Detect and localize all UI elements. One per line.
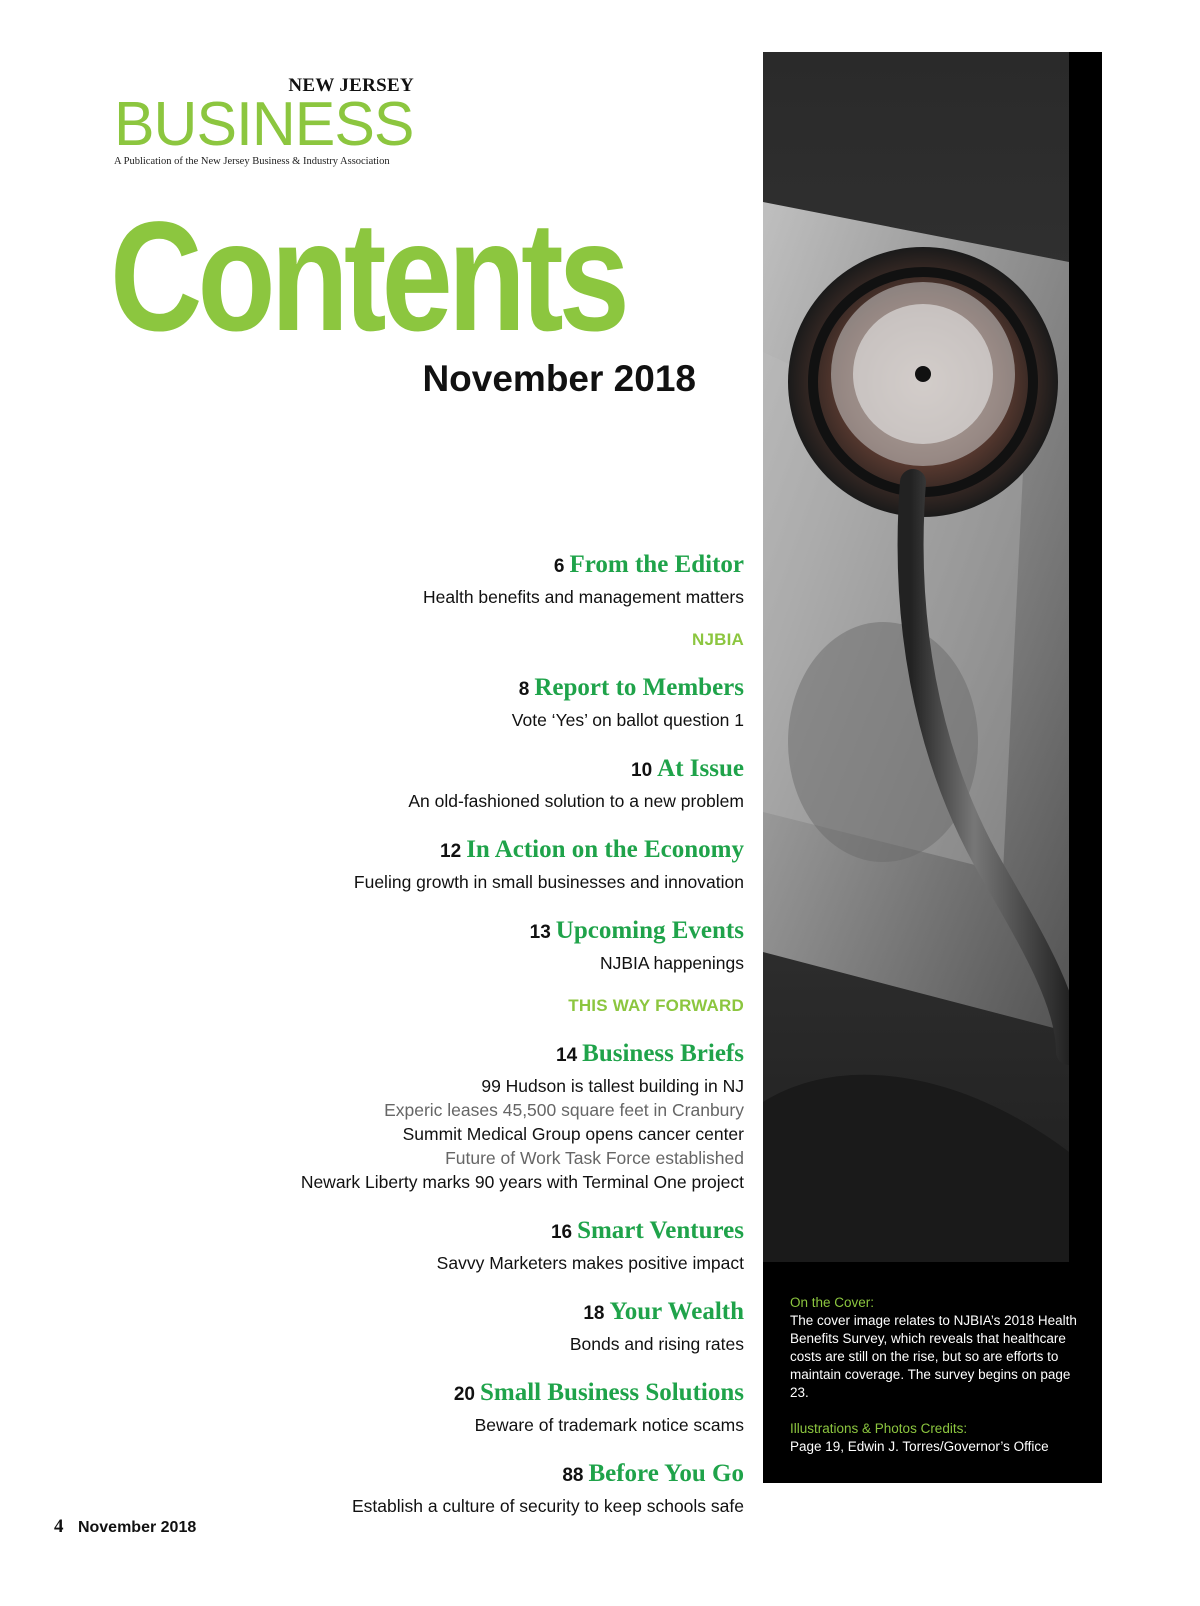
toc-entry-heading xyxy=(144,671,744,708)
toc-entry-subtitle: An old-fashioned solution to a new problem xyxy=(408,791,744,811)
cover-caption xyxy=(790,1294,1090,1456)
toc-entry-title: At Issue xyxy=(657,755,744,782)
toc-entry-title: Your Wealth xyxy=(609,1298,744,1325)
toc-entry-subtitle: Summit Medical Group opens cancer center xyxy=(402,1124,744,1144)
toc-entry-heading xyxy=(144,548,744,585)
toc-entry-subtitle: Vote ‘Yes’ on ballot question 1 xyxy=(511,710,744,730)
toc-entry-subtitle: Health benefits and management matters xyxy=(422,587,744,607)
toc-entry-heading xyxy=(144,1295,744,1332)
toc-entry-heading xyxy=(144,914,744,951)
footer-date: November 2018 xyxy=(77,1519,197,1536)
toc-entry-subtitle: Future of Work Task Force established xyxy=(445,1148,744,1168)
masthead-state: NEW JERSEY xyxy=(288,75,414,96)
toc-entry[interactable] xyxy=(144,1214,744,1275)
toc-entry-heading xyxy=(144,1457,744,1494)
toc-entry-title: Report to Members xyxy=(534,674,744,701)
toc-entry-subtitle: Experic leases 45,500 square feet in Cranbury xyxy=(384,1100,744,1120)
toc-entry[interactable] xyxy=(144,1457,744,1518)
on-cover-text: The cover image relates to NJBIA’s 2018 Health Benefits Survey, which reveals that healthcare costs are still on the rise, but so are efforts to maintain coverage. The survey begins on page 23. xyxy=(790,1313,1077,1400)
cover-photo-stethoscope xyxy=(763,52,1069,1262)
toc-page-number: 88 xyxy=(562,1465,584,1486)
issue-date: November 2018 xyxy=(422,358,696,399)
toc-page-number: 8 xyxy=(518,679,530,700)
toc-page-number: 14 xyxy=(556,1045,578,1066)
toc-page-number: 12 xyxy=(440,841,462,862)
toc-entry-subtitle: Savvy Marketers makes positive impact xyxy=(436,1253,744,1273)
masthead-tagline: A Publication of the New Jersey Business & Industry Association xyxy=(114,156,390,167)
toc-entry-heading xyxy=(144,1037,744,1074)
toc-entry-subtitle: NJBIA happenings xyxy=(600,953,744,973)
toc-page-number: 13 xyxy=(529,922,551,943)
toc-entry-title: In Action on the Economy xyxy=(466,836,744,863)
page-number: 4 xyxy=(54,1516,64,1537)
on-cover-label: On the Cover: xyxy=(790,1295,875,1310)
toc-entry[interactable] xyxy=(144,833,744,894)
toc-entry[interactable] xyxy=(144,548,744,609)
toc-entry[interactable] xyxy=(144,1295,744,1356)
toc-entry-subtitle: Fueling growth in small businesses and innovation xyxy=(353,872,744,892)
credits-label: Illustrations & Photos Credits: xyxy=(790,1421,968,1436)
toc-entry-title: Smart Ventures xyxy=(577,1217,744,1244)
toc-entry-heading xyxy=(144,833,744,870)
toc-entry[interactable] xyxy=(144,1376,744,1437)
toc-page-number: 18 xyxy=(583,1303,605,1324)
toc-entry-title: Business Briefs xyxy=(582,1040,744,1067)
masthead-logo xyxy=(114,76,414,167)
toc-entry[interactable] xyxy=(144,671,744,732)
toc-entry-heading xyxy=(144,752,744,789)
toc-page-number: 6 xyxy=(553,556,565,577)
toc-entry-title: From the Editor xyxy=(569,551,744,578)
toc-entry[interactable] xyxy=(144,752,744,813)
toc-page-number: 10 xyxy=(631,760,653,781)
toc-entry-subtitle: 99 Hudson is tallest building in NJ xyxy=(481,1076,744,1096)
toc-entry-title: Before You Go xyxy=(588,1460,744,1487)
toc-entry-heading xyxy=(144,1214,744,1251)
credits-text: Page 19, Edwin J. Torres/Governor’s Office xyxy=(790,1439,1049,1454)
toc-entry-subtitle: Bonds and rising rates xyxy=(569,1334,744,1354)
masthead-name: BUSINESS xyxy=(114,90,414,159)
page-footer xyxy=(54,1516,196,1538)
toc-entry[interactable] xyxy=(144,914,744,975)
table-of-contents xyxy=(144,548,744,1538)
toc-entry-heading xyxy=(144,1376,744,1413)
cover-panel xyxy=(763,52,1102,1483)
section-label: NJBIA xyxy=(691,630,744,649)
toc-entry-title: Upcoming Events xyxy=(555,917,744,944)
toc-entry[interactable] xyxy=(144,1037,744,1194)
toc-entry-title: Small Business Solutions xyxy=(480,1379,744,1406)
toc-entry-subtitle: Newark Liberty marks 90 years with Terminal One project xyxy=(300,1172,744,1192)
toc-entry-subtitle: Beware of trademark notice scams xyxy=(474,1415,744,1435)
page-title: Contents xyxy=(110,190,625,364)
toc-page-number: 20 xyxy=(453,1384,475,1405)
toc-entry-subtitle: Establish a culture of security to keep schools safe xyxy=(351,1496,744,1516)
toc-page-number: 16 xyxy=(550,1222,573,1243)
section-label: THIS WAY FORWARD xyxy=(568,996,744,1015)
